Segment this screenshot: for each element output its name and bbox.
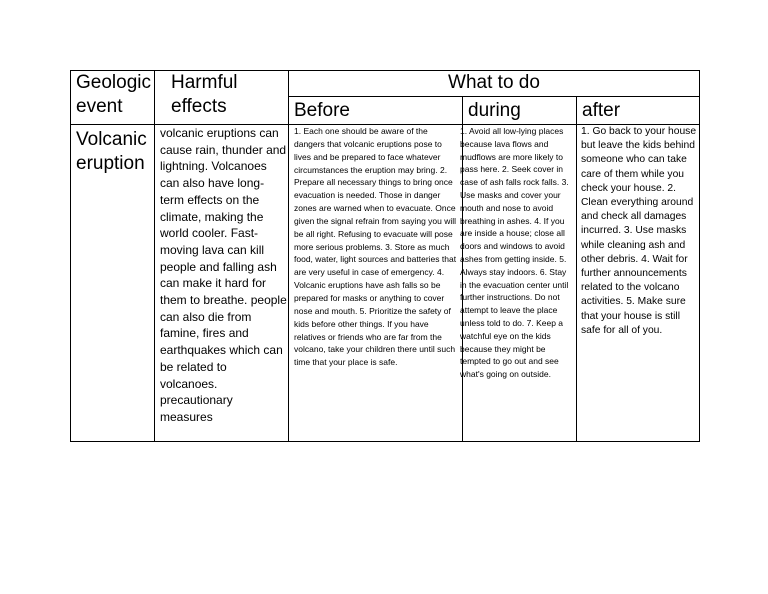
before-text: 1. Each one should be aware of the dangers that volcanic eruptions pose to lives and be prepared to face whatever circumstances the eruption may bring. 2. Prepare all necessary things to bring once evacuation is needed. Those in danger zones are warned when to evacuate. Once given the signal refrain from saying you will be all right. Refusing to evacuate will pose more serious problems. 3. Store as much food, water, light sources and batteries that are very useful in case of emergency. 4. Volcanic eruptions have ash falls so be prepared for masks or anything to cover nose and mouth. 5. Prioritize the safety of kids before other things. If you have relatives or friends who are far from the volcano, take your children there until such time that your place is safe. (294, 126, 457, 368)
header-before: Before (294, 100, 350, 121)
col-divider-1 (154, 70, 155, 442)
table-border-bottom (70, 441, 700, 442)
table-border-right (699, 70, 700, 442)
header-harmful-effects: Harmful effects (171, 72, 238, 117)
header-after: after (582, 100, 621, 121)
what-to-do-divider (288, 96, 700, 97)
col-divider-2 (288, 70, 289, 442)
event-volcanic-eruption: Volcanic eruption (76, 129, 147, 174)
during-text: 1. Avoid all low-lying places because lava flows and mudflows are more likely to pass here. 2. Seek cover in case of ash falls rock falls. 3. Use masks and cover your mouth and nose to avoid breathing in ashes. 4. If you are inside a house; close all doors and windows to avoid ashes from getting inside. 5. Always stay indoors. 6. Stay in the evacuation center until further instructions. Do not attempt to leave the place unless told to do. 7. Keep a watchful eye on the kids because they might be tempted to go out and see what's going on outside. (460, 126, 569, 380)
header-what-to-do: What to do (448, 72, 540, 93)
table-border-left (70, 70, 71, 442)
after-text: 1. Go back to your house but leave the kids behind someone who can take care of them while you check your house. 2. Clean everything around and check all damages incurred. 3. Use masks while cleaning ash and other debris. 4. Wait for further announcements related to the volcano activities. 5. Make sure that your house is still safe for all of you. (581, 126, 697, 336)
header-geologic-event: Geologic event (76, 72, 151, 117)
volcano-table (70, 70, 700, 442)
harmful-effects-text: volcanic eruptions can cause rain, thunder and lightning. Volcanoes can also have long-term effects on the climate, making the world cooler. Fast-moving lava can kill people and falling ash can make it hard for them to breathe. people can also die from famine, fires and earthquakes which can be related to volcanoes. precautionary measures (160, 126, 287, 424)
header-during: during (468, 100, 521, 121)
col-divider-4 (576, 96, 577, 442)
